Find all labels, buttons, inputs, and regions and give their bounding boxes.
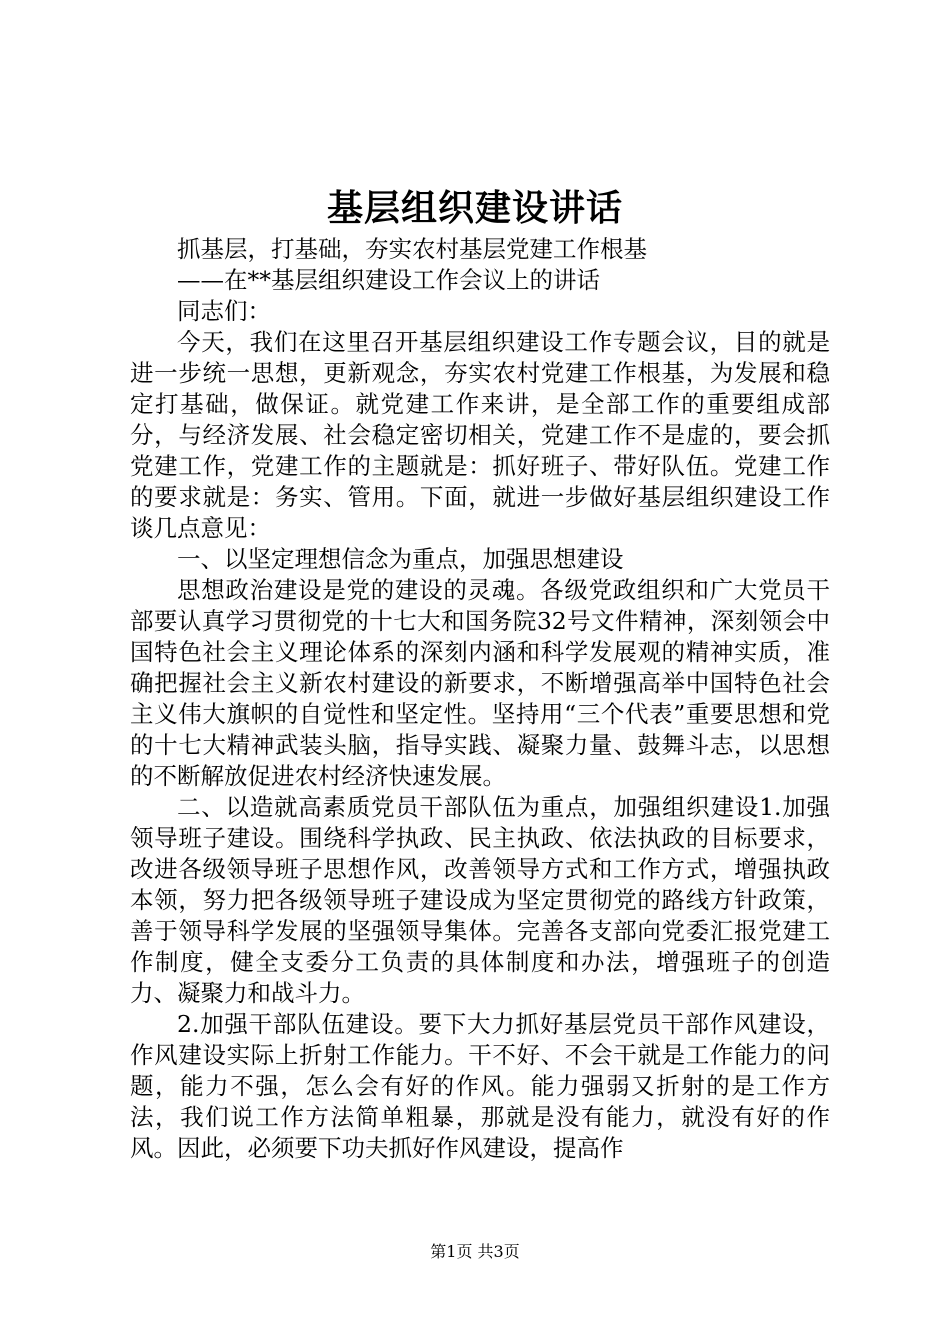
speech-heading: 抓基层，打基础，夯实农村基层党建工作根基	[177, 235, 647, 263]
section-heading-1: 一、以坚定理想信念为重点，加强思想建设	[177, 545, 624, 573]
page-number: 第1页 共3页	[430, 1242, 520, 1261]
salutation: 同志们：	[177, 297, 271, 325]
document-title: 基层组织建设讲话	[326, 187, 623, 229]
body-paragraph: 2.加强干部队伍建设。要下大力抓好基层党员干部作风建设，作风建设实际上折射工作能力。干不好、不会干就是工作能力的问题，能力不强，怎么会有好的作风。能力强弱又折射的是工作方法，我们说工作方法简单粗暴，那就是没有能力，就没有好的作风。因此，必须要下功夫抓好作风建设，提高作	[130, 1010, 830, 1162]
body-paragraph: 今天，我们在这里召开基层组织建设工作专题会议，目的就是进一步统一思想，更新观念，夯实农村党建工作根基，为发展和稳定打基础，做保证。就党建工作来讲，是全部工作的重要组成部分，与经济发展、社会稳定密切相关，党建工作不是虚的，要会抓党建工作，党建工作的主题就是：抓好班子、带好队伍。党建工作的要求就是：务实、管用。下面，就进一步做好基层组织建设工作谈几点意见：	[130, 328, 830, 542]
speech-subheading: ——在**基层组织建设工作会议上的讲话	[177, 266, 600, 294]
section-paragraph-2: 二、以造就高素质党员干部队伍为重点，加强组织建设1.加强领导班子建设。围绕科学执政、民主执政、依法执政的目标要求，改进各级领导班子思想作风，改善领导方式和工作方式，增强执政本领，努力把各级领导班子建设成为坚定贯彻党的路线方针政策，善于领导科学发展的坚强领导集体。完善各支部向党委汇报党建工作制度，健全支委分工负责的具体制度和办法，增强班子的创造力、凝聚力和战斗力。	[130, 793, 830, 1007]
body-paragraph: 思想政治建设是党的建设的灵魂。各级党政组织和广大党员干部要认真学习贯彻党的十七大和国务院32号文件精神，深刻领会中国特色社会主义理论体系的深刻内涵和科学发展观的精神实质，准确把握社会主义新农村建设的新要求，不断增强高举中国特色社会主义伟大旗帜的自觉性和坚定性。坚持用“三个代表”重要思想和党的十七大精神武装头脑，指导实践、凝聚力量、鼓舞斗志，以思想的不断解放促进农村经济快速发展。	[130, 576, 830, 790]
document-body	[130, 234, 830, 1164]
